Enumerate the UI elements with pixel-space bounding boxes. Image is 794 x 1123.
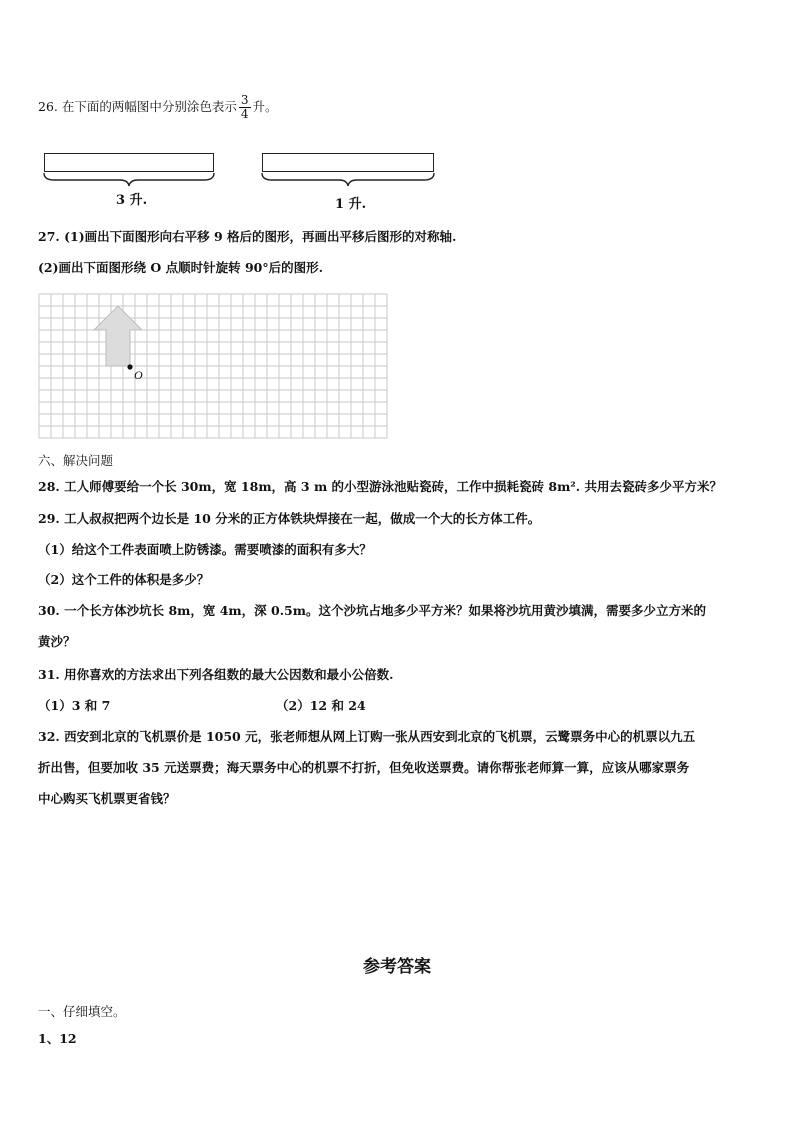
q26-bar1-label: 3 升. [116, 193, 148, 208]
q27-line1: 27. (1)画出下面图形向右平移 9 格后的图形，再画出平移后图形的对称轴. [38, 229, 457, 244]
q29-sub1: （1）给这个工件表面喷上防锈漆。需要喷漆的面积有多大？ [38, 542, 372, 557]
q26-fraction [239, 94, 251, 121]
point-o-label: O [134, 368, 143, 382]
answers-title: 参考答案 [363, 957, 431, 977]
fraction-denominator: 4 [240, 107, 249, 121]
q26-suffix: 升。 [252, 99, 278, 114]
q26-brace-1 [42, 171, 216, 187]
q27-grid[interactable] [38, 293, 388, 441]
section6-title: 六、解决问题 [38, 453, 114, 468]
q29-text: 29. 工人叔叔把两个边长是 10 分米的正方体铁块焊接在一起，做成一个大的长方体工件。 [38, 511, 541, 526]
point-o [127, 364, 132, 369]
q26-bar-1-liter[interactable] [262, 153, 434, 172]
q32-line3: 中心购买飞机票更省钱？ [38, 791, 176, 806]
q30-line1: 30. 一个长方体沙坑长 8m，宽 4m，深 0.5m。这个沙坑占地多少平方米？如果将沙坑用黄沙填满，需要多少立方米的 [38, 603, 706, 618]
q29-sub2: （2）这个工件的体积是多少？ [38, 572, 210, 587]
q31-sub1: （1）3 和 7 [38, 698, 111, 713]
answers-section1: 一、仔细填空。 [38, 1004, 126, 1019]
q26-bar-3-liters[interactable] [44, 153, 214, 172]
q28-text: 28. 工人师傅要给一个长 30m，宽 18m，高 3 m 的小型游泳池贴瓷砖，工作中损耗瓷砖 8m². 共用去瓷砖多少平方米？ [38, 479, 722, 494]
q26-brace-2 [260, 171, 436, 187]
answer-1: 1、12 [38, 1031, 77, 1046]
q31-text: 31. 用你喜欢的方法求出下列各组数的最大公因数和最小公倍数. [38, 667, 394, 682]
q26-prefix: 26. 在下面的两幅图中分别涂色表示 [38, 99, 237, 114]
q27-line2: (2)画出下面图形绕 O 点顺时针旋转 90°后的图形. [38, 260, 323, 275]
q26-bar2-label: 1 升. [335, 197, 367, 212]
q32-line2: 折出售，但要加收 35 元送票费；海天票务中心的机票不打折，但免收送票费。请你帮张老师算一算，应该从哪家票务 [38, 760, 690, 775]
q32-line1: 32. 西安到北京的飞机票价是 1050 元，张老师想从网上订购一张从西安到北京的飞机票，云鹭票务中心的机票以九五 [38, 729, 696, 744]
q31-sub2: （2）12 和 24 [276, 698, 366, 713]
fraction-numerator: 3 [240, 93, 249, 107]
q30-line2: 黄沙？ [38, 634, 76, 649]
q26-text [38, 94, 278, 121]
